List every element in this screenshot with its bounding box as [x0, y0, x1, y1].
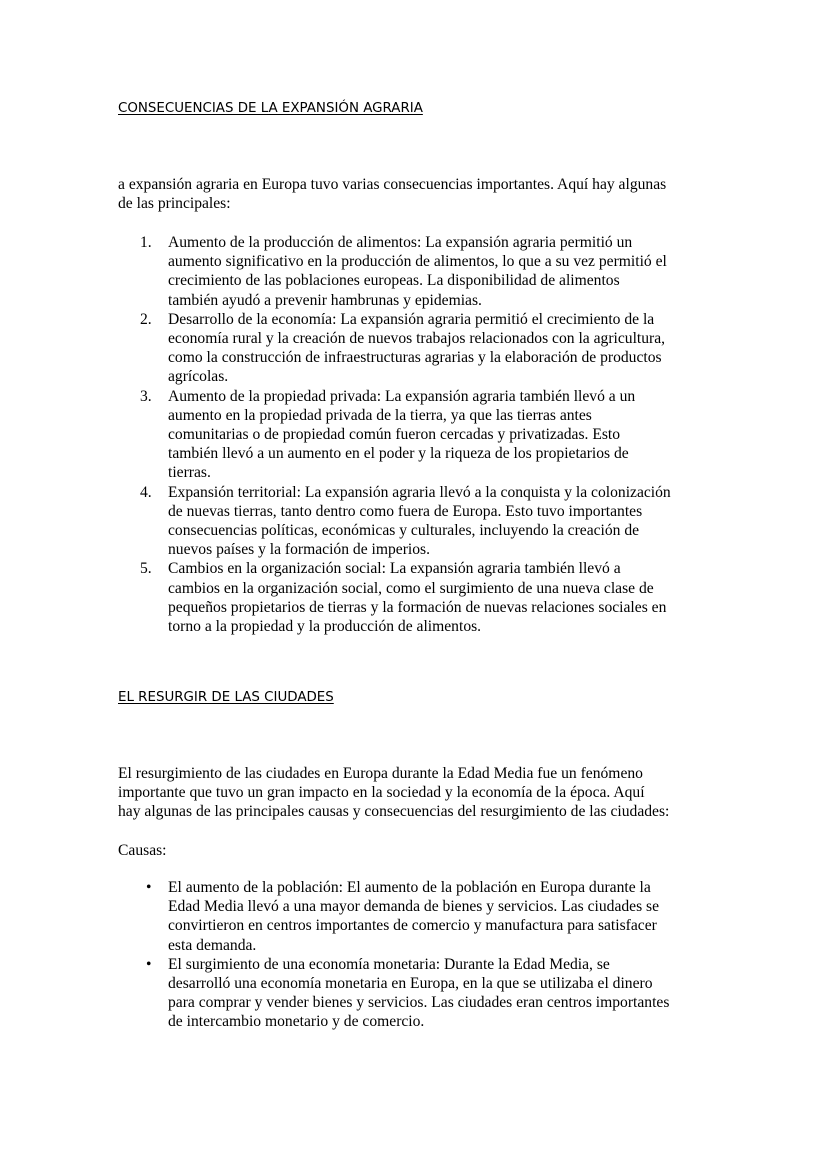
- list-item: [118, 878, 718, 955]
- text-line: El surgimiento de una economía monetaria: Durante la Edad Media, se: [168, 955, 610, 973]
- cities-intro-paragraph: [118, 764, 718, 822]
- list-number: 2.: [140, 310, 152, 328]
- intro-line: importante que tuvo un gran impacto en la sociedad y la economía de la época. Aquí: [118, 784, 645, 802]
- list-item: [118, 483, 718, 560]
- text-line: esta demanda.: [168, 936, 257, 954]
- list-number: 4.: [140, 483, 152, 501]
- intro-line: de las principales:: [118, 195, 231, 213]
- text-line: tierras.: [168, 464, 211, 482]
- text-line: también ayudó a prevenir hambrunas y epidemias.: [168, 291, 482, 309]
- list-number: 5.: [140, 560, 152, 578]
- text-line: Desarrollo de la economía: La expansión agraria permitió el crecimiento de la: [168, 310, 655, 328]
- list-number: 1.: [140, 234, 152, 251]
- text-line: El aumento de la población: El aumento de la población en Europa durante la: [168, 879, 651, 896]
- text-line: Edad Media llevó a una mayor demanda de bienes y servicios. Las ciudades se: [168, 898, 660, 916]
- section-heading-expansion-agraria: CONSECUENCIAS DE LA EXPANSIÓN AGRARIA: [118, 101, 423, 116]
- text-line: aumento significativo en la producción de alimentos, lo que a su vez permitió el: [168, 253, 667, 271]
- intro-line: El resurgimiento de las ciudades en Europa durante la Edad Media fue un fenómeno: [118, 765, 643, 782]
- list-item-text: [168, 310, 708, 387]
- text-line: economía rural y la creación de nuevos trabajos relacionados con la agricultura,: [168, 330, 666, 348]
- bullet-icon: •: [146, 879, 152, 896]
- text-line: torno a la propiedad y la producción de alimentos.: [168, 618, 482, 636]
- consequences-list: [118, 233, 718, 636]
- intro-paragraph: [118, 175, 718, 213]
- text-line: comunitarias o de propiedad común fueron cercadas y privatizadas. Esto: [168, 426, 621, 444]
- text-line: crecimiento de las poblaciones europeas. La disponibilidad de alimentos: [168, 272, 620, 290]
- list-item-text: [168, 955, 708, 1032]
- list-item: [118, 559, 718, 636]
- list-item: [118, 955, 718, 1032]
- list-item-text: [168, 387, 708, 483]
- intro-line: a expansión agraria en Europa tuvo varias consecuencias importantes. Aquí hay algunas: [118, 176, 667, 193]
- section-heading-resurgir-ciudades: EL RESURGIR DE LAS CIUDADES: [118, 690, 334, 705]
- text-line: Aumento de la propiedad privada: La expansión agraria también llevó a un: [168, 387, 636, 405]
- text-line: Expansión territorial: La expansión agraria llevó a la conquista y la colonización: [168, 483, 671, 501]
- list-item-text: [168, 233, 708, 310]
- list-item-text: [168, 878, 708, 955]
- text-line: convirtieron en centros importantes de comercio y manufactura para satisfacer: [168, 917, 657, 935]
- text-line: nuevos países y la formación de imperios.: [168, 541, 430, 559]
- text-line: Cambios en la organización social: La expansión agraria también llevó a: [168, 560, 621, 578]
- list-item: [118, 233, 718, 310]
- intro-line: hay algunas de las principales causas y consecuencias del resurgimiento de las ciudades:: [118, 803, 670, 821]
- text-line: para comprar y vender bienes y servicios. Las ciudades eran centros importantes: [168, 994, 670, 1012]
- list-number: 3.: [140, 387, 152, 405]
- list-item: [118, 310, 718, 387]
- list-item-text: [168, 559, 708, 636]
- text-line: desarrolló una economía monetaria en Europa, en la que se utilizaba el dinero: [168, 975, 653, 993]
- text-line: pequeños propietarios de tierras y la formación de nuevas relaciones sociales en: [168, 598, 667, 616]
- text-line: agrícolas.: [168, 368, 229, 386]
- text-line: aumento en la propiedad privada de la tierra, ya que las tierras antes: [168, 406, 592, 424]
- text-line: de intercambio monetario y de comercio.: [168, 1013, 425, 1031]
- list-item-text: [168, 483, 708, 560]
- text-line: como la construcción de infraestructuras agrarias y la elaboración de productos: [168, 349, 662, 367]
- text-line: Aumento de la producción de alimentos: La expansión agraria permitió un: [168, 234, 633, 251]
- bullet-icon: •: [146, 955, 152, 973]
- text-line: consecuencias políticas, económicas y culturales, incluyendo la creación de: [168, 522, 640, 540]
- text-line: de nuevas tierras, tanto dentro como fuera de Europa. Esto tuvo importantes: [168, 502, 643, 520]
- text-line: cambios en la organización social, como el surgimiento de una nueva clase de: [168, 579, 654, 597]
- text-line: también llevó a un aumento en el poder y la riqueza de los propietarios de: [168, 445, 629, 463]
- list-item: [118, 387, 718, 483]
- causes-label: Causas:: [118, 842, 167, 859]
- causes-list: [118, 878, 718, 1032]
